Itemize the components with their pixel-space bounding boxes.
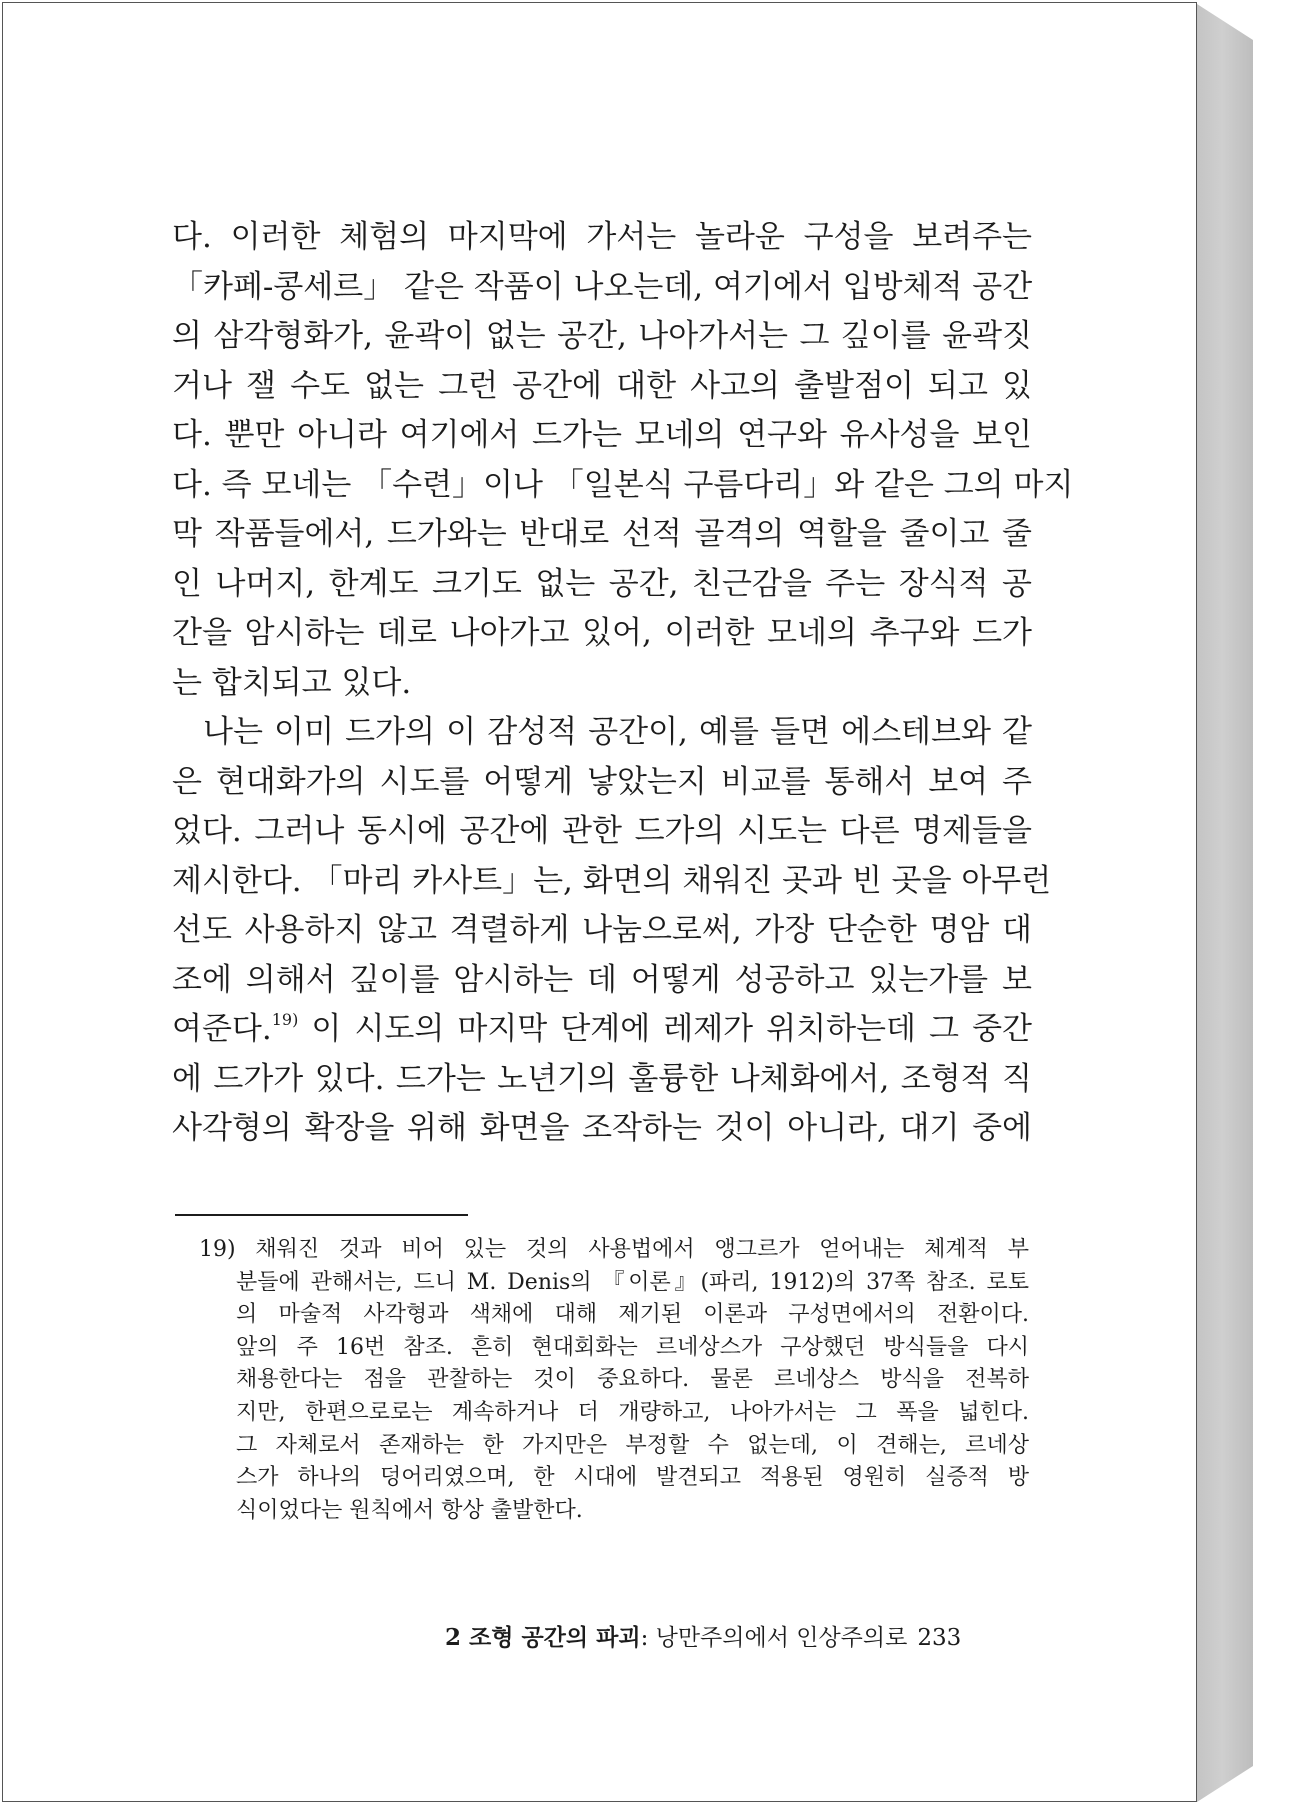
body-line-14: 제시한다. 「마리 카사트」는, 화면의 채워진 곳과 빈 곳을 아무런 xyxy=(172,862,1052,899)
footnote-line-4: 앞의 주 16번 참조. 흔히 현대회화는 르네상스가 구상했던 방식들을 다시 xyxy=(236,1334,1029,1360)
footnote-line-8: 스가 하나의 덩어리였으며, 한 시대에 발견되고 적용된 영원히 실증적 방 xyxy=(236,1465,1029,1491)
footnote-line-6: 지만, 한편으로로는 계속하거나 더 개량하고, 나아가서는 그 폭을 넓힌다. xyxy=(236,1399,1029,1425)
body-line-7: 막 작품들에서, 드가와는 반대로 선적 골격의 역할을 줄이고 줄 xyxy=(172,516,1032,552)
footnote-line-2: 분들에 관해서는, 드니 M. Denis의 『이론』(파리, 1912)의 37쪽 참조. 로토 xyxy=(236,1269,1029,1295)
body-line-6: 다. 즉 모네는 「수련」이나 「일본식 구름다리」와 같은 그의 마지 xyxy=(172,466,1074,503)
running-footer xyxy=(445,1619,1005,1652)
body-line-5: 다. 뿐만 아니라 여기에서 드가는 모네의 연구와 유사성을 보인 xyxy=(172,417,1032,453)
footnote-divider xyxy=(175,1214,468,1216)
footnote-line-7: 그 자체로서 존재하는 한 가지만은 부정할 수 없는데, 이 견해는, 르네상 xyxy=(236,1432,1029,1458)
footnote-line-5: 채용한다는 점을 관찰하는 것이 중요하다. 물론 르네상스 방식을 전복하 xyxy=(236,1367,1029,1393)
body-line-15: 선도 사용하지 않고 격렬하게 나눔으로써, 가장 단순한 명암 대 xyxy=(172,912,1032,948)
footnote-line-1: 19) 채워진 것과 비어 있는 것의 사용법에서 앵그르가 얻어내는 체계적 부 xyxy=(199,1237,1029,1262)
book-page xyxy=(2,2,1197,1802)
body-line-4: 거나 잴 수도 없는 그런 공간에 대한 사고의 출발점이 되고 있 xyxy=(172,367,1032,404)
body-text xyxy=(172,213,1074,1154)
body-line-10: 는 합치되고 있다. xyxy=(172,664,412,701)
chapter-subtitle: : 낭만주의에서 인상주의로 xyxy=(640,1625,908,1651)
body-line-18: 에 드가가 있다. 드가는 노년기의 훌륭한 나체화에서, 조형적 직 xyxy=(172,1060,1032,1097)
body-line-12: 은 현대화가의 시도를 어떻게 낳았는지 비교를 통해서 보여 주 xyxy=(172,763,1032,800)
body-line-2: 「카페-콩세르」 같은 작품이 나오는데, 여기에서 입방체적 공간 xyxy=(172,268,1033,305)
book-page-edge xyxy=(1197,4,1253,1802)
footnote-line-9: 식이었다는 원칙에서 항상 출발한다. xyxy=(236,1497,583,1523)
body-line-19: 사각형의 확장을 위해 화면을 조작하는 것이 아니라, 대기 중에 xyxy=(172,1110,1032,1146)
chapter-title: 2 조형 공간의 파괴 xyxy=(445,1624,641,1651)
body-line-17-start: 여준다. xyxy=(172,1011,272,1047)
body-line-8: 인 나머지, 한계도 크기도 없는 공간, 친근감을 주는 장식적 공 xyxy=(172,565,1032,602)
body-line-16: 조에 의해서 깊이를 암시하는 데 어떻게 성공하고 있는가를 보 xyxy=(172,961,1032,998)
body-line-11: 나는 이미 드가의 이 감성적 공간이, 예를 들면 에스테브와 같 xyxy=(203,714,1032,750)
footnote-reference: 19) xyxy=(271,1010,299,1029)
body-line-17-end: 이 시도의 마지막 단계에 레제가 위치하는데 그 중간 xyxy=(298,1011,1032,1047)
page-number: 233 xyxy=(917,1625,962,1651)
footnote-line-3: 의 마술적 사각형과 색채에 대해 제기된 이론과 구성면에서의 전환이다. xyxy=(236,1302,1029,1328)
body-line-13: 었다. 그러나 동시에 공간에 관한 드가의 시도는 다른 명제들을 xyxy=(172,813,1032,849)
body-line-9: 간을 암시하는 데로 나아가고 있어, 이러한 모네의 추구와 드가 xyxy=(172,615,1032,651)
body-line-17 xyxy=(172,1005,1032,1055)
body-line-3: 의 삼각형화가, 윤곽이 없는 공간, 나아가서는 그 깊이를 윤곽짓 xyxy=(172,318,1032,354)
body-line-1: 다. 이러한 체험의 마지막에 가서는 놀라운 구성을 보려주는 xyxy=(172,219,1032,255)
footnote xyxy=(199,1234,1029,1527)
